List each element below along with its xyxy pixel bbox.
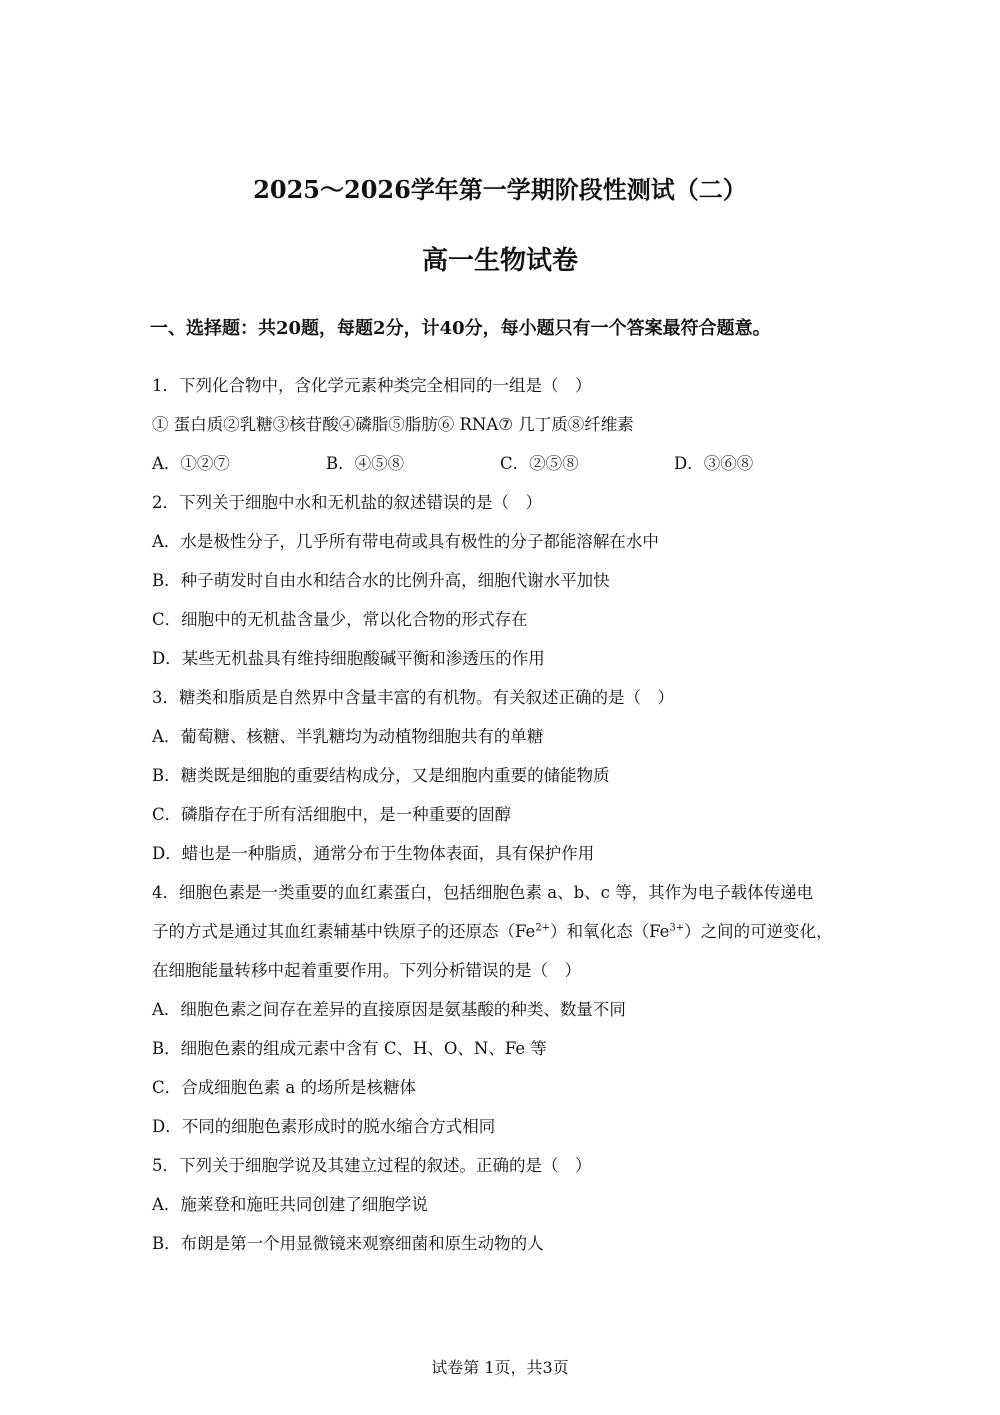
question-2-option-d: D．某些无机盐具有维持细胞酸碱平衡和渗透压的作用	[152, 649, 545, 668]
exam-subtitle: 高一生物试卷	[421, 246, 578, 276]
exam-title: 2025～2026学年第一学期阶段性测试（二）	[253, 175, 747, 204]
question-5-stem: 5．下列关于细胞学说及其建立过程的叙述。正确的是（ ）	[152, 1156, 592, 1175]
question-4-option-d: D．不同的细胞色素形成时的脱水缩合方式相同	[152, 1117, 496, 1136]
page-footer: 试卷第 1页，共3页	[431, 1358, 569, 1377]
question-2-option-b: B．种子萌发时自由水和结合水的比例升高，细胞代谢水平加快	[152, 571, 610, 590]
question-5-option-a: A．施莱登和施旺共同创建了细胞学说	[152, 1195, 428, 1214]
question-4-option-c: C．合成细胞色素 a 的场所是核糖体	[152, 1078, 416, 1097]
question-1-options	[152, 444, 862, 483]
q4-text-mid: ）和氧化态（Fe	[550, 922, 670, 941]
question-3-option-b: B．糖类既是细胞的重要结构成分，又是细胞内重要的储能物质	[152, 766, 610, 785]
question-1-option-a: A．①②⑦	[152, 454, 230, 473]
question-list	[152, 366, 862, 1263]
question-1-stem: 1．下列化合物中，含化学元素种类完全相同的一组是（ ）	[152, 376, 592, 395]
question-2-stem: 2．下列关于细胞中水和无机盐的叙述错误的是（ ）	[152, 493, 542, 512]
question-1-option-c: C．②⑤⑧	[500, 454, 579, 473]
q4-text-post: ）之间的可逆变化，	[684, 922, 833, 941]
question-1-option-b: B．④⑤⑧	[326, 454, 405, 473]
question-3-stem: 3．糖类和脂质是自然界中含量丰富的有机物。有关叙述正确的是（ ）	[152, 688, 674, 707]
question-5-option-b: B．布朗是第一个用显微镜来观察细菌和原生动物的人	[152, 1234, 544, 1253]
fe3-charge: 3+	[669, 922, 685, 934]
question-1-compound-list: ① 蛋白质②乳糖③核苷酸④磷脂⑤脂肪⑥ RNA⑦ 几丁质⑧纤维素	[152, 415, 634, 434]
question-1-option-d: D．③⑥⑧	[674, 454, 754, 473]
question-3-option-d: D．蜡也是一种脂质，通常分布于生物体表面，具有保护作用	[152, 844, 595, 863]
question-4-option-a: A．细胞色素之间存在差异的直接原因是氨基酸的种类、数量不同	[152, 1000, 626, 1019]
question-2-option-c: C．细胞中的无机盐含量少，常以化合物的形式存在	[152, 610, 528, 629]
section-heading: 一、选择题：共20题，每题2分，计40分，每小题只有一个答案最符合题意。	[150, 318, 771, 339]
question-4-option-b: B．细胞色素的组成元素中含有 C、H、O、N、Fe 等	[152, 1039, 547, 1058]
question-4-stem-line-2	[152, 912, 862, 951]
question-3-option-c: C．磷脂存在于所有活细胞中，是一种重要的固醇	[152, 805, 512, 824]
q4-text-pre: 子的方式是通过其血红素辅基中铁原子的还原态（Fe	[152, 922, 536, 941]
fe2-charge: 2+	[535, 922, 551, 934]
question-2-option-a: A．水是极性分子，几乎所有带电荷或具有极性的分子都能溶解在水中	[152, 532, 659, 551]
question-4-stem-line-3: 在细胞能量转移中起着重要作用。下列分析错误的是（ ）	[152, 961, 581, 980]
question-3-option-a: A．葡萄糖、核糖、半乳糖均为动植物细胞共有的单糖	[152, 727, 544, 746]
question-4-stem-line-1: 4．细胞色素是一类重要的血红素蛋白，包括细胞色素 a、b、c 等，其作为电子载体传递电	[152, 883, 814, 902]
